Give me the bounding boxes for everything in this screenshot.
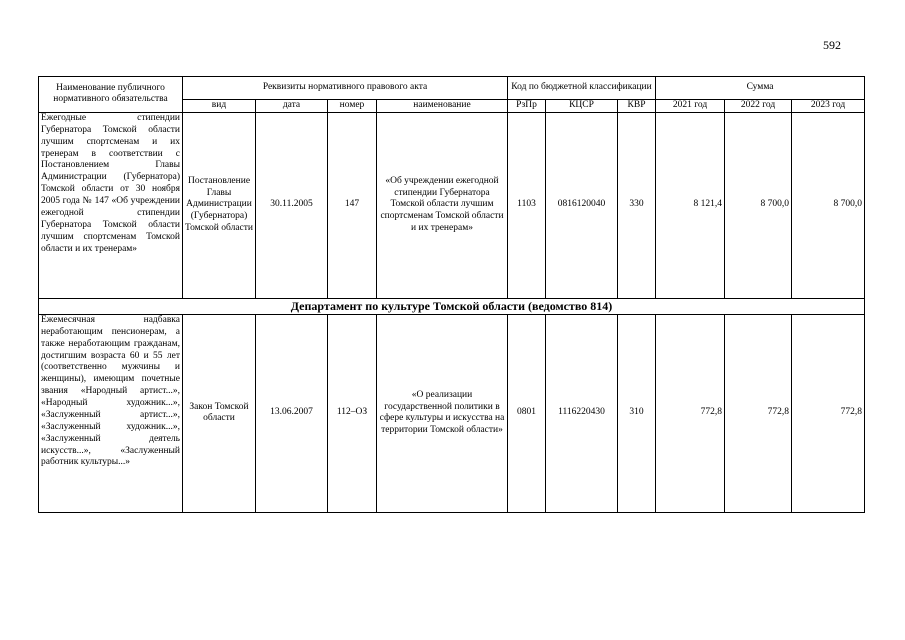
kcsr-cell: 1116220430 — [546, 314, 618, 512]
act-name-cell: «Об учреждении ежегодной стипендии Губернатора Томской области лучшим спортсменам Томской области и их тренерам» — [377, 112, 508, 298]
department-heading: Департамент по культуре Томской области (ведомство 814) — [39, 298, 865, 314]
rzpr-cell: 1103 — [508, 112, 546, 298]
header-rzpr: РзПр — [508, 100, 546, 113]
obligation-cell: Ежемесячная надбавка неработающим пенсионерам, а также неработающим гражданам, достигшим возраста 60 и 55 лет (соответственно мужчины и женщины), имеющим почетные звания «Народный артист...», «Народный художник...», «Заслуженный артист...», «Заслуженный художник...», «Заслуженный деятель искусств...», «Заслуженный работник культуры...» — [39, 314, 183, 512]
header-date: дата — [256, 100, 328, 113]
act-number-cell: 112–ОЗ — [328, 314, 377, 512]
sum-2023-cell: 8 700,0 — [792, 112, 865, 298]
header-year-2022: 2022 год — [725, 100, 792, 113]
kcsr-cell: 0816120040 — [546, 112, 618, 298]
act-number-cell: 147 — [328, 112, 377, 298]
act-type-cell: Постановление Главы Администрации (Губернатора) Томской области — [183, 112, 256, 298]
sum-2023-cell: 772,8 — [792, 314, 865, 512]
rzpr-cell: 0801 — [508, 314, 546, 512]
header-vid: вид — [183, 100, 256, 113]
obligation-cell: Ежегодные стипендии Губернатора Томской области лучшим спортсменам и их тренерам в соответствии с Постановлением Главы Администрации (Губернатора) Томской области от 30 ноября 2005 года № 147 «Об учреждении ежегодной стипендии Губернатора Томской области лучшим спортсменам Томской области и их тренерам» — [39, 112, 183, 298]
sum-2022-cell: 8 700,0 — [725, 112, 792, 298]
sum-2022-cell: 772,8 — [725, 314, 792, 512]
act-type-cell: Закон Томской области — [183, 314, 256, 512]
kvr-cell: 330 — [618, 112, 656, 298]
header-kcsr: КЦСР — [546, 100, 618, 113]
sum-2021-cell: 8 121,4 — [656, 112, 725, 298]
table-row — [39, 112, 865, 298]
act-name-cell: «О реализации государственной политики в сфере культуры и искусства на территории Томской области» — [377, 314, 508, 512]
act-date-cell: 30.11.2005 — [256, 112, 328, 298]
header-sum: Сумма — [656, 77, 865, 100]
obligations-table — [38, 76, 865, 513]
header-kvr: КВР — [618, 100, 656, 113]
page-number: 592 — [823, 38, 841, 52]
header-budget-code: Код по бюджетной классификации — [508, 77, 656, 100]
header-name: наименование — [377, 100, 508, 113]
header-act-details: Реквизиты нормативного правового акта — [183, 77, 508, 100]
sum-2021-cell: 772,8 — [656, 314, 725, 512]
header-year-2023: 2023 год — [792, 100, 865, 113]
kvr-cell: 310 — [618, 314, 656, 512]
header-year-2021: 2021 год — [656, 100, 725, 113]
act-date-cell: 13.06.2007 — [256, 314, 328, 512]
header-number: номер — [328, 100, 377, 113]
header-obligation-name: Наименование публичного нормативного обязательства — [39, 77, 183, 113]
table-row — [39, 314, 865, 512]
